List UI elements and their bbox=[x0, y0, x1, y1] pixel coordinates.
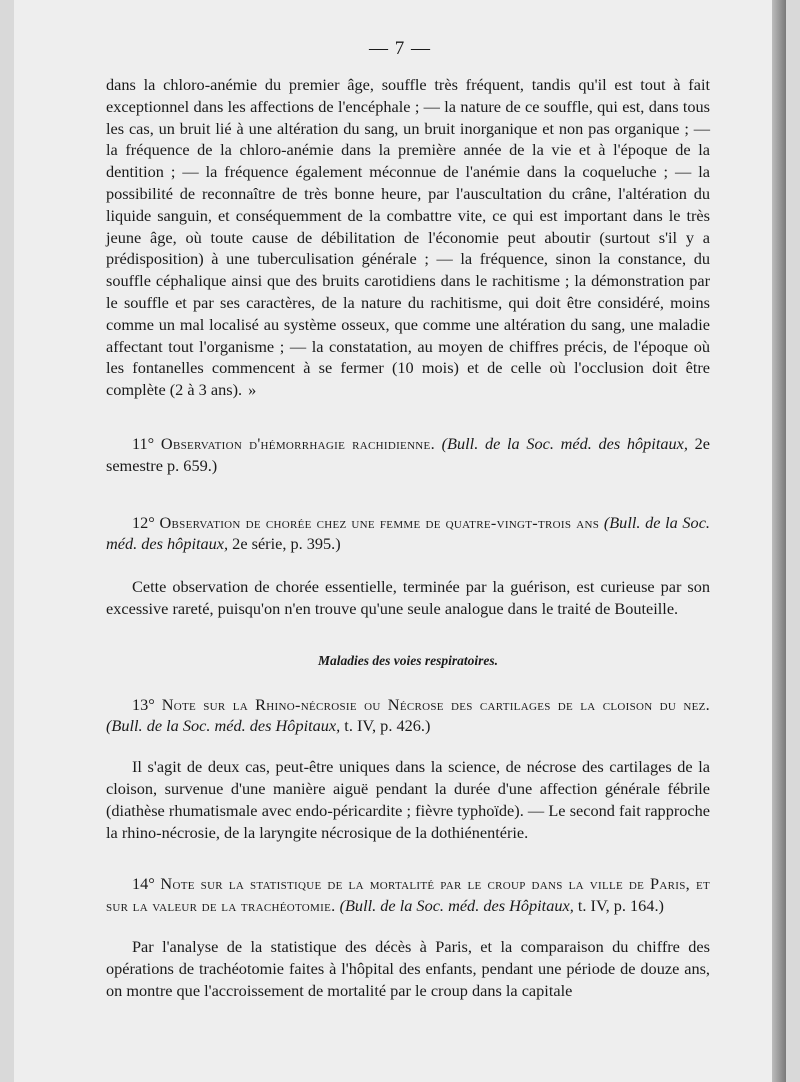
page-edge-shadow bbox=[772, 0, 786, 1082]
entry-14-source: (Bull. de la Soc. méd. des Hôpitaux, bbox=[339, 896, 574, 916]
closing-quote-mark: » bbox=[248, 380, 257, 400]
entry-13-source: (Bull. de la Soc. méd. des Hôpitaux, bbox=[106, 716, 341, 736]
entry-14-body: Par l'analyse de la statistique des décès à Paris, et la comparaison du chiffre des opérations de trachéotomie faites à l'hôpital des enfants, pendant une période de douze ans, on montre que l'accroissement de mortalité par le croup dans la capitale bbox=[106, 936, 710, 1000]
entry-14-heading bbox=[106, 873, 710, 917]
entry-12-source: (Bull. de la Soc. méd. des hôpitaux, bbox=[106, 512, 710, 554]
entry-13-number: 13° bbox=[132, 694, 155, 714]
entry-11-title: Observation d'hémorrhagie rachidienne. bbox=[160, 433, 435, 453]
entry-12-body: Cette observation de chorée essentielle, terminée par la guérison, est curieuse par son excessive rareté, puisqu'on n'en trouve qu'une seule analogue dans le traité de Bouteille. bbox=[106, 577, 710, 618]
spacer bbox=[106, 924, 710, 936]
entry-11-source-rest: 2e semestre p. 659.) bbox=[106, 433, 710, 475]
page-content bbox=[106, 74, 710, 1031]
section-heading: Maladies des voies respiratoires. bbox=[318, 652, 498, 668]
entry-14-source-rest: t. IV, p. 164.) bbox=[577, 896, 664, 916]
entry-11-heading bbox=[106, 433, 710, 477]
entry-13-heading bbox=[106, 694, 710, 738]
entry-12-number: 12° bbox=[132, 512, 155, 532]
page-number: — 7 — bbox=[369, 38, 431, 59]
entry-14-number: 14° bbox=[132, 874, 155, 894]
entry-12-heading bbox=[106, 512, 710, 556]
entry-13-body: Il s'agit de deux cas, peut-être uniques dans la science, de nécrose des cartilages de la cloison, survenue d'une manière aiguë pendant la durée d'une affection générale fébrile (diathèse rhumatismale avec endo-péricardite ; fièvre typhoïde). — Le second fait rapproche la rhino-nécrosie, de la laryngite nécrosique de la dothiénentérie. bbox=[106, 757, 710, 842]
spacer bbox=[106, 744, 710, 756]
entry-12-title: Observation de chorée chez une femme de quatre-vingt-trois ans bbox=[159, 512, 600, 532]
entry-13-source-rest: t. IV, p. 426.) bbox=[344, 716, 431, 736]
entry-13-title: Note sur la Rhino-nécrosie ou Nécrose des cartilages de la cloison du nez. bbox=[161, 694, 710, 714]
entry-separator bbox=[106, 484, 710, 512]
continuation-paragraph bbox=[106, 74, 710, 401]
entry-11-source: (Bull. de la Soc. méd. des hôpitaux, bbox=[441, 433, 688, 453]
entry-11-number: 11° bbox=[132, 433, 155, 453]
continuation-text: dans la chloro-anémie du premier âge, souffle très fréquent, tandis qu'il est tout à fait exceptionnel dans les affections de l'encéphale ; — la nature de ce souffle, qui est, dans tous les cas, un bruit lié à une altération du sang, un bruit inorganique et non pas organique ; — la fréquence de la chloro-anémie dans la première année de la vie et à l'époque de la dentition ; — la fréquence également méconnue de l'anémie dans la coqueluche ; — la possibilité de reconnaître de très bonne heure, par l'auscultation du crâne, l'altération du liquide sanguin, et conséquemment de la combattre vite, ce qui est important dans le très jeune âge, où toute cause de débilitation de l'économie peut aboutir (surtout s'il y a prédisposition) à une tuberculisation générale ; — la fréquence, sinon la constance, du souffle céphalique ainsi que des bruits carotidiens dans le rachitisme ; la démonstration par le souffle et par ses caractères, de la nature du rachitisme, qui doit être considéré, moins comme un mal localisé au système osseux, que comme une altération du sang, une maladie affectant tout l'organisme ; — la constatation, au moyen de chiffres précis, de l'époque où les fontanelles commencent à se fermer (10 mois) et de celle où l'occlusion doit être complète (2 à 3 ans). bbox=[106, 75, 710, 400]
entry-12-source-rest: 2e série, p. 395.) bbox=[232, 534, 341, 554]
entry-14-title: Note sur la statistique de la mortalité par le croup dans la ville de Paris, et sur la valeur de la trachéotomie. bbox=[106, 874, 710, 916]
spacer bbox=[106, 562, 710, 576]
